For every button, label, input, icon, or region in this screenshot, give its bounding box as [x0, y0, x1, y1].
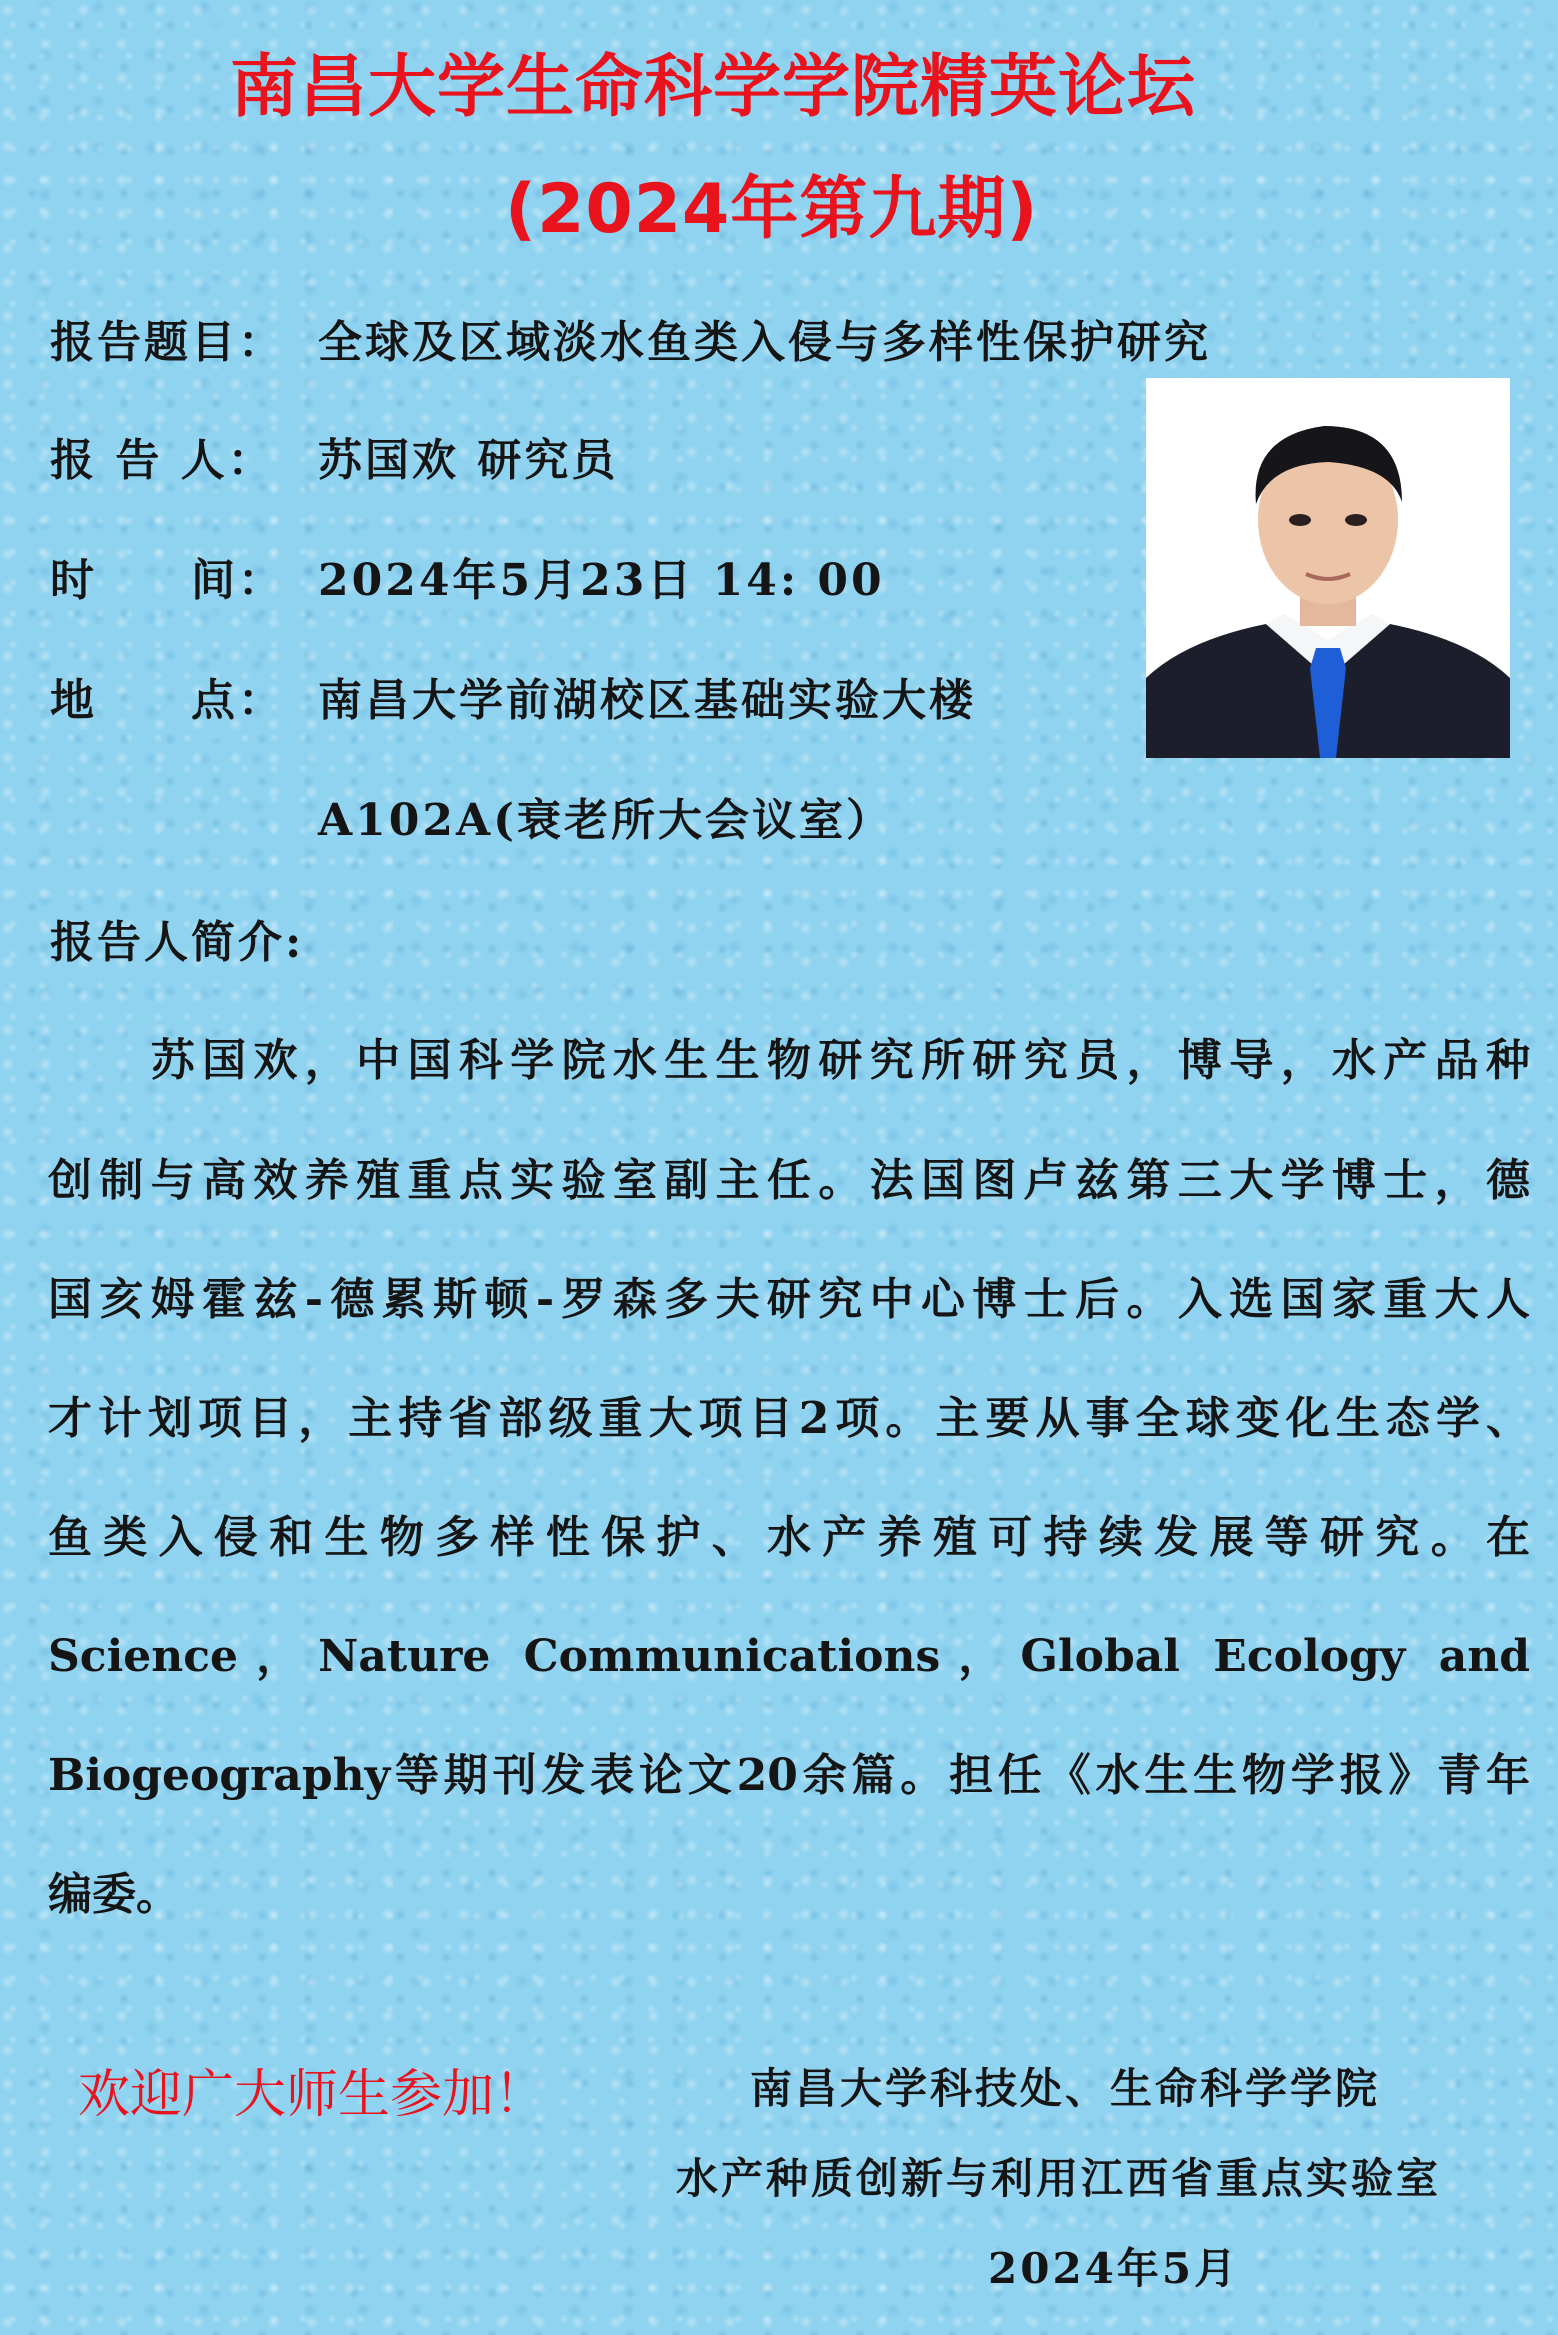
speaker-portrait-icon: [1146, 378, 1510, 758]
bio-line: 苏国欢，中国科学院水生生物研究所研究员，博导，水产品种: [48, 1035, 1530, 1086]
poster-title: 南昌大学生命科学学院精英论坛: [230, 48, 1197, 127]
bio-line: 才计划项目，主持省部级重大项目2项。主要从事全球变化生态学、: [48, 1393, 1530, 1444]
topic-value: 全球及区域淡水鱼类入侵与多样性保护研究: [318, 317, 1211, 368]
time-label: 时 间：: [50, 555, 285, 606]
bio-line: 国亥姆霍兹-德累斯顿-罗森多夫研究中心博士后。入选国家重大人: [48, 1274, 1530, 1325]
time-value: 2024年5月23日 14: 00: [318, 555, 885, 606]
bio-line: Science，Nature Communications，Global Ecology and: [48, 1631, 1530, 1682]
organizer-line1: 南昌大学科技处、生命科学学院: [750, 2064, 1381, 2113]
speaker-label: 报 告 人：: [50, 435, 275, 486]
speaker-photo: [1146, 378, 1510, 758]
poster-subtitle: (2024年第九期): [505, 170, 1039, 249]
place-value-line1: 南昌大学前湖校区基础实验大楼: [318, 675, 976, 726]
place-label: 地 点：: [50, 675, 285, 726]
bio-heading: 报告人简介:: [50, 917, 305, 968]
speaker-value: 苏国欢 研究员: [318, 435, 619, 486]
topic-label: 报告题目：: [50, 317, 285, 368]
poster-date: 2024年5月: [988, 2244, 1240, 2293]
welcome-text: 欢迎广大师生参加！: [78, 2065, 547, 2125]
bio-line: 创制与高效养殖重点实验室副主任。法国图卢兹第三大学博士，德: [48, 1155, 1530, 1206]
bio-line: 编委。: [48, 1869, 180, 1920]
bio-line: 鱼类入侵和生物多样性保护、水产养殖可持续发展等研究。在: [48, 1512, 1530, 1563]
organizer-line2: 水产种质创新与利用江西省重点实验室: [676, 2154, 1442, 2203]
bio-line: Biogeography等期刊发表论文20余篇。担任《水生生物学报》青年: [48, 1750, 1530, 1801]
place-value-line2: A102A(衰老所大会议室）: [318, 795, 893, 846]
